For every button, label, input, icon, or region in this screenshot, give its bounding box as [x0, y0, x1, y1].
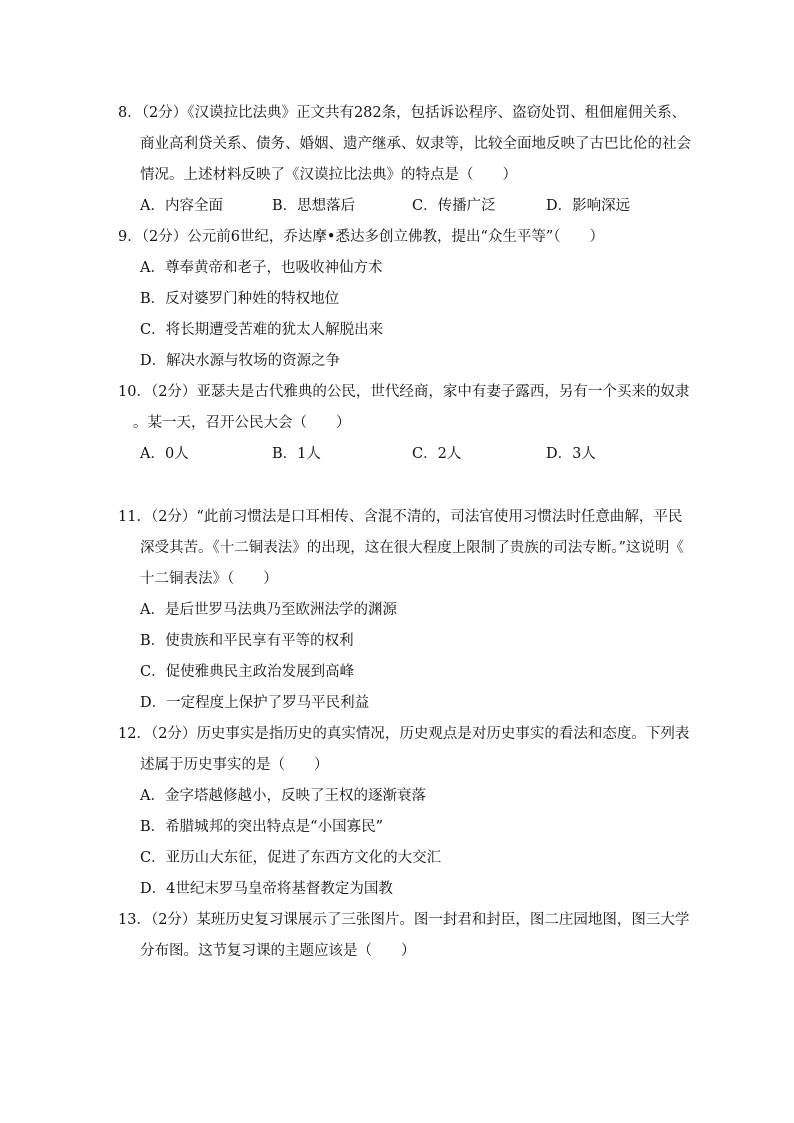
question-9-option-a[interactable]: A．尊奉黄帝和老子，也吸收神仙方术 [140, 260, 383, 276]
question-12-option-b[interactable]: B．希腊城邦的突出特点是“小国寡民” [140, 819, 383, 835]
question-12-stem-line-2: 述属于历史事实的是（ ） [140, 757, 329, 773]
question-10-stem-line-2: 。某一天，召开公民大会（ ） [133, 415, 351, 431]
question-8-option-d[interactable]: D．影响深远 [546, 198, 631, 214]
question-8-stem-line-3: 情况。上述材料反映了《汉谟拉比法典》的特点是（ ） [140, 167, 517, 183]
question-10-option-a[interactable]: A．0人 [140, 446, 189, 462]
question-12-option-d[interactable]: D．4世纪末罗马皇帝将基督教定为国教 [140, 881, 393, 897]
question-10-option-b[interactable]: B．1人 [272, 446, 321, 462]
question-11-option-d[interactable]: D．一定程度上保护了罗马平民利益 [140, 695, 370, 711]
question-10-stem-line-1: 10．（2分）亚瑟夫是古代雅典的公民，世代经商，家中有妻子露西，另有一个买来的奴隶 [118, 384, 690, 400]
question-12-option-c[interactable]: C．亚历山大东征，促进了东西方文化的大交汇 [140, 850, 442, 866]
question-8-stem-line-1: 8．（2分）《汉谟拉比法典》正文共有282条，包括诉讼程序、盗窃处罚、租佃雇佣关系、 [118, 105, 687, 121]
question-12-option-a[interactable]: A．金字塔越修越小，反映了王权的逐渐衰落 [140, 788, 426, 804]
question-11-stem-line-2: 深受其苦。《十二铜表法》的出现，这在很大程度上限制了贵族的司法专断。”这说明《 [140, 540, 684, 556]
question-11-stem-line-1: 11．（2分）“此前习惯法是口耳相传、含混不清的，司法官使用习惯法时任意曲解，平民 [118, 509, 683, 525]
question-8-stem-line-2: 商业高利贷关系、债务、婚姻、遗产继承、奴隶等，比较全面地反映了古巴比伦的社会 [140, 136, 691, 152]
question-11-option-b[interactable]: B．使贵族和平民享有平等的权利 [140, 633, 354, 649]
question-8-option-a[interactable]: A．内容全面 [140, 198, 223, 214]
question-9-option-b[interactable]: B．反对婆罗门种姓的特权地位 [140, 291, 340, 307]
question-9-option-d[interactable]: D．解决水源与牧场的资源之争 [140, 353, 341, 369]
question-11-option-c[interactable]: C．促使雅典民主政治发展到高峰 [140, 664, 355, 680]
question-11-stem-line-3: 十二铜表法》（ ） [140, 571, 278, 587]
question-8-option-c[interactable]: C．传播广泛 [412, 198, 496, 214]
question-8-option-b[interactable]: B．思想落后 [272, 198, 356, 214]
question-9-option-c[interactable]: C．将长期遭受苦难的犹太人解脱出来 [140, 322, 384, 338]
question-10-option-c[interactable]: C．2人 [412, 446, 462, 462]
question-11-option-a[interactable]: A．是后世罗马法典乃至欧洲法学的渊源 [140, 602, 397, 618]
question-12-stem-line-1: 12．（2分）历史事实是指历史的真实情况，历史观点是对历史事实的看法和态度。下列表 [118, 726, 690, 742]
question-9-stem-line-1: 9．（2分）公元前6世纪，乔达摩•悉达多创立佛教，提出“众生平等”（ ） [118, 229, 605, 245]
question-10-option-d[interactable]: D．3人 [546, 446, 596, 462]
question-13-stem-line-1: 13．（2分）某班历史复习课展示了三张图片。图一封君和封臣，图二庄园地图，图三大学 [118, 912, 690, 928]
question-13-stem-line-2: 分布图。这节复习课的主题应该是（ ） [140, 943, 416, 959]
